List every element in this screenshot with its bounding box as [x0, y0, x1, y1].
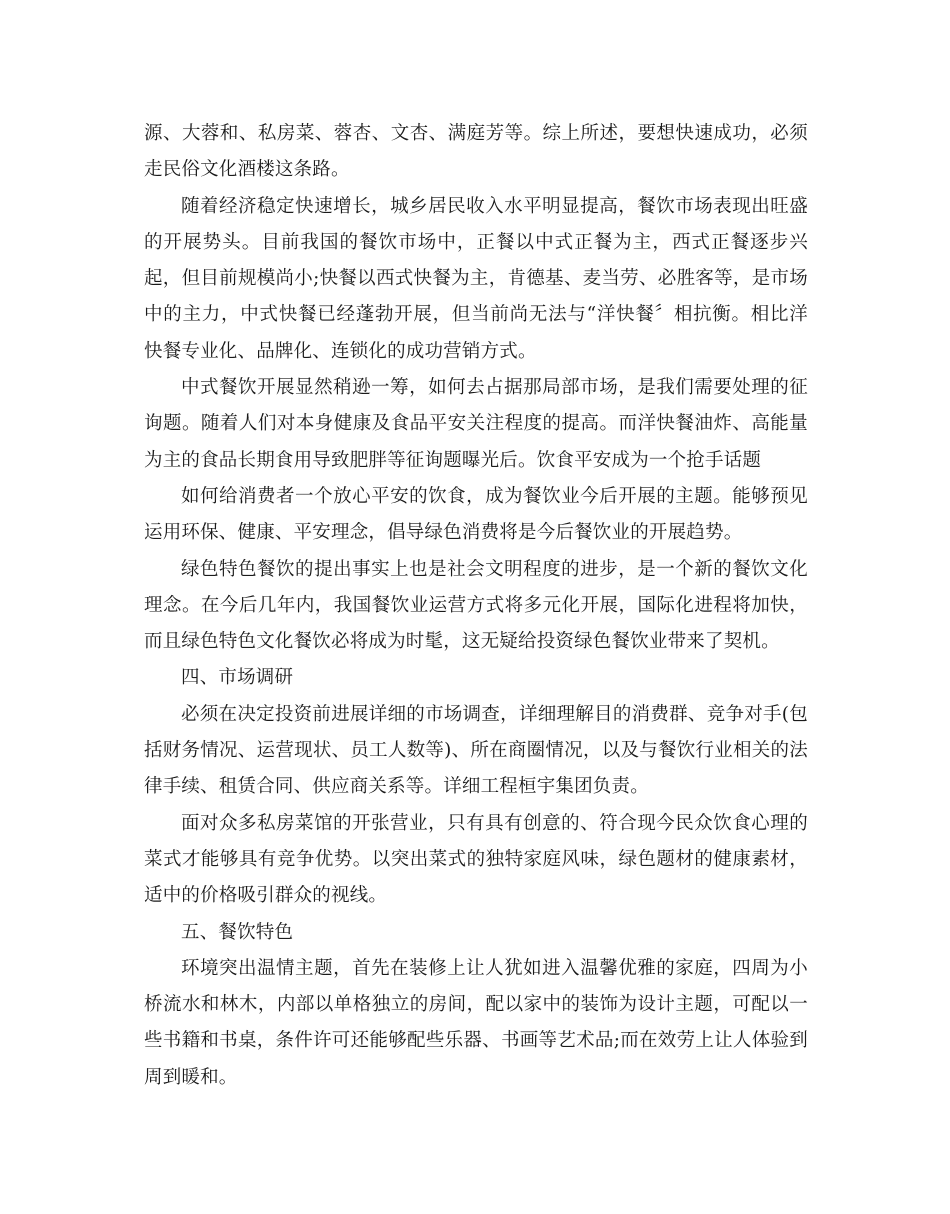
- paragraph-environment: 环境突出温情主题，首先在装修上让人犹如进入温馨优雅的家庭，四周为小桥流水和林木，内部以单格独立的房间，配以家中的装饰为设计主题，可配以一些书籍和书桌，条件许可还能够配些乐器、书画等艺术品;而在效劳上让人体验到周到暖和。: [144, 957, 808, 1088]
- paragraph-market-trend: 随着经济稳定快速增长，城乡居民收入水平明显提高，餐饮市场表现出旺盛的开展势头。目前我国的餐饮市场中，正餐以中式正餐为主，西式正餐逐步兴起，但目前规模尚小;快餐以西式快餐为主，肯德基、麦当劳、必胜客等，是市场中的主力，中式快餐已经蓬勃开展，但当前尚无法与“洋快餐〞相抗衡。相比洋快餐专业化、品牌化、连锁化的成功营销方式。: [144, 195, 808, 362]
- section-heading-market-research: 四、市场调研: [181, 667, 294, 689]
- paragraph-chinese-catering: 中式餐饮开展显然稍逊一筹，如何去占据那局部市场，是我们需要处理的征询题。随着人们对本身健康及食品平安关注程度的提高。而洋快餐油炸、高能量为主的食品长期食用导致肥胖等征询题曝光后。饮食平安成为一个抢手话题: [144, 377, 808, 471]
- document-body: [144, 116, 808, 1096]
- paragraph-competition: 面对众多私房菜馆的开张营业，只有具有创意的、符合现今民众饮食心理的菜式才能够具有竞争优势。以突出菜式的独特家庭风味，绿色题材的健康素材，适中的价格吸引群众的视线。: [144, 812, 808, 907]
- paragraph-food-safety: 如何给消费者一个放心平安的饮食，成为餐饮业今后开展的主题。能够预见运用环保、健康、平安理念，倡导绿色消费将是今后餐饮业的开展趋势。: [144, 485, 808, 544]
- section-heading-catering-features: 五、餐饮特色: [181, 921, 294, 943]
- paragraph-market-survey: 必须在决定投资前进展详细的市场调查，详细理解目的消费群、竞争对手(包括财务情况、运营现状、员工人数等)、所在商圈情况，以及与餐饮行业相关的法律手续、租赁合同、供应商关系等。详细工程桓宇集团负责。: [144, 703, 808, 798]
- paragraph-continuation: 源、大蓉和、私房菜、蓉杏、文杏、满庭芳等。综上所述，要想快速成功，必须走民俗文化酒楼这条路。: [144, 123, 808, 181]
- paragraph-green-catering: 绿色特色餐饮的提出事实上也是社会文明程度的进步，是一个新的餐饮文化理念。在今后几年内，我国餐饮业运营方式将多元化开展，国际化进程将加快，而且绿色特色文化餐饮必将成为时髦，这无疑给投资绿色餐饮业带来了契机。: [144, 558, 808, 653]
